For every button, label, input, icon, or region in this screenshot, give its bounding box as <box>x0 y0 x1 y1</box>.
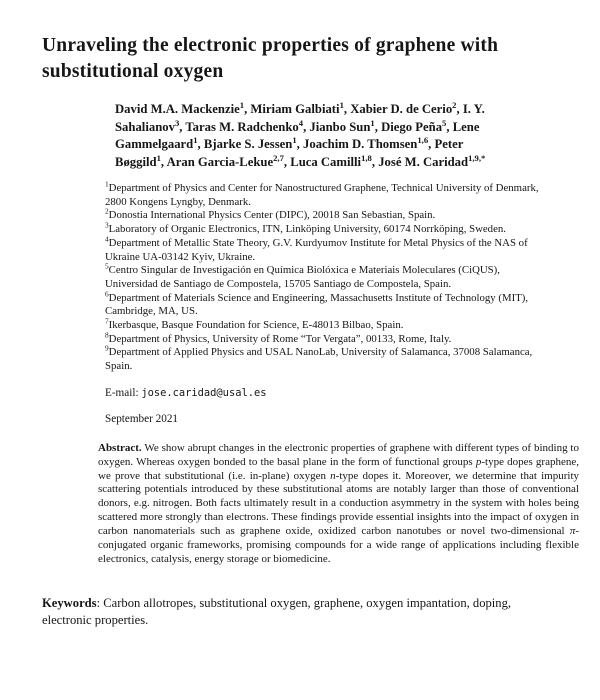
affiliation-item: $^7$Ikerbasque, Basque Foundation for Science, E-48013 Bilbao, Spain. <box>105 316 404 332</box>
abstract-text: We show abrupt changes in the electronic properties of graphene with different types of binding to oxygen. Whereas oxygen bonded to the basal plane in the form of functional groups p-type dopes graphene, we prove that substitutional (i.e. in-plane) oxygen n-type dopes it. Moreover, we determine that impurity scattering potentials introduced by these substitutional atoms are notably larger than those of conventional donors, e.g. nitrogen. Both facts ultimately result in a conduction asymmetry in the system with holes being scattered more strongly than electrons. These findings provide essential insights into the impact of oxygen in carbon nanomaterials such as graphene oxide, oxidized carbon nanotubes or novel two-dimensional π-conjugated organic frameworks, promising compounds for a wide range of applications including flexible electronics, catalysis, energy storage or biomedicine. <box>98 441 579 565</box>
affiliation-item: $^9$Department of Applied Physics and USAL NanoLab, University of Salamanca, 37008 Salamanca, Spain. <box>105 343 533 373</box>
author-list: David M.A. Mackenzie$^1$, Miriam Galbiati$^1$, Xabier D. de Cerio$^2$, I. Y. Sahalianov$^3$, Taras M. Radchenko$^4$, Jianbo Sun$^1$, Diego Peña$^5$, Lene Gammelgaard$^1$, Bjarke S. Jessen$^1$, Joachim D. Thomsen$^{1,6}$, Peter Bøggild$^1$, Aran Garcia-Lekue$^{2,7}$, Luca Camilli$^{1,8}$, José M. Caridad$^{1,9,*}$ <box>115 100 486 169</box>
affiliation-item: $^8$Department of Physics, University of Rome “Tor Vergata”, 00133, Rome, Italy. <box>105 330 452 345</box>
abstract-label: Abstract. <box>98 441 142 454</box>
date-line: September 2021 <box>105 412 179 425</box>
email-line <box>105 387 562 399</box>
keywords-text: : Carbon allotropes, substitutional oxygen, graphene, oxygen impantation, doping, electronic properties. <box>42 595 512 628</box>
paper-title: Unraveling the electronic properties of graphene with substitutional oxygen <box>42 35 499 82</box>
keywords-label: Keywords <box>42 595 97 610</box>
affiliation-item: $^4$Department of Metallic State Theory, G.V. Kurdyumov Institute for Metal Physics of the NAS of Ukraine UA-03142 Kyiv, Ukraine. <box>105 234 528 263</box>
affiliation-item: $^3$Laboratory of Organic Electronics, ITN, Linköping University, 60174 Norrköping, Sweden. <box>105 220 506 236</box>
keywords <box>42 595 563 631</box>
affiliation-list <box>105 179 545 374</box>
email-address: jose.caridad@usal.es <box>141 386 267 399</box>
affiliation-item: $^5$Centro Singular de Investigación en Química Biolóxica e Materiais Moleculares (CiQUS), Universidad de Santiago de Compostela, 15705 Santiago de Compostela, Spain. <box>105 261 500 290</box>
affiliation-item: $^1$Department of Physics and Center for Nanostructured Graphene, Technical University of Denmark, 2800 Kongens Lyngby, Denmark. <box>105 179 539 208</box>
affiliation-item: $^2$Donostia International Physics Center (DIPC), 20018 San Sebastian, Spain. <box>105 206 436 222</box>
affiliation-item: $^6$Department of Materials Science and Engineering, Massachusetts Institute of Technology (MIT), Cambridge, MA, US. <box>105 289 529 318</box>
email-label: E-mail: <box>105 386 139 399</box>
abstract <box>98 442 579 567</box>
